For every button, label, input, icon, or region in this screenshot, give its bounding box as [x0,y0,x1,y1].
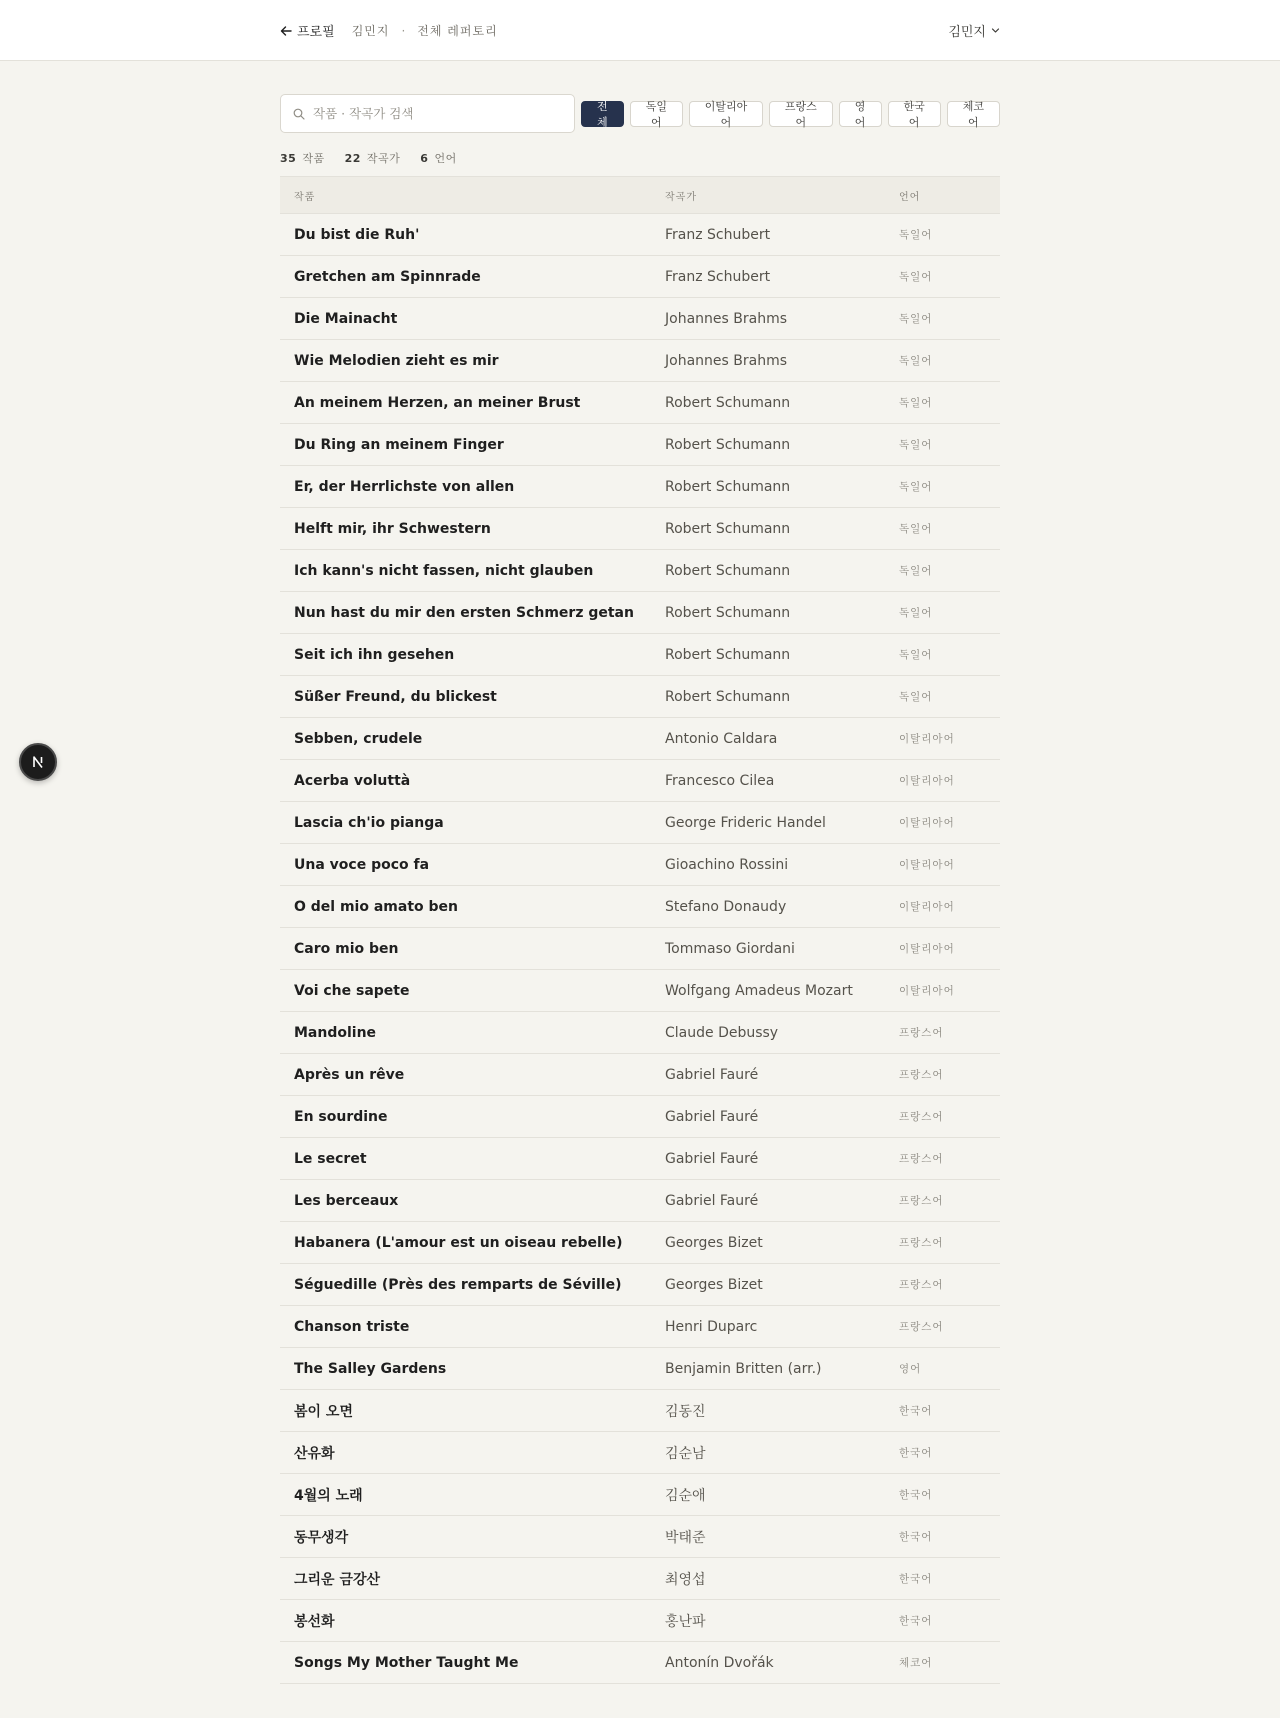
composer-name: Henri Duparc [665,1318,758,1335]
table-row[interactable] [280,1012,1000,1054]
table-row[interactable] [280,298,1000,340]
column-header-language[interactable]: 언어 [899,191,921,203]
composer-name: Robert Schumann [665,688,791,705]
composer-name: Georges Bizet [665,1276,763,1293]
work-title: 4월의 노래 [294,1487,363,1504]
language-label: 프랑스어 [899,1027,944,1039]
work-title: Una voce poco fa [294,856,430,873]
language-label: 이탈리아어 [899,985,955,997]
composer-name: Franz Schubert [665,226,771,243]
work-title: 봉선화 [294,1613,335,1630]
table-header [280,177,1000,214]
table-row[interactable] [280,1264,1000,1306]
top-bar-inner [280,0,1000,61]
table-row[interactable] [280,886,1000,928]
table-row[interactable] [280,550,1000,592]
work-title: Süßer Freund, du blickest [294,688,497,705]
table-row[interactable] [280,1558,1000,1600]
composer-name: Robert Schumann [665,646,791,663]
work-title: An meinem Herzen, an meiner Brust [294,394,581,411]
stat-languages [420,150,456,166]
summary-stats [280,150,1000,166]
language-label: 프랑스어 [899,1153,944,1165]
work-title: 봄이 오면 [294,1403,353,1420]
chevron-down-icon [991,26,1000,35]
language-label: 이탈리아어 [899,775,955,787]
column-header-composer[interactable]: 작곡가 [665,191,697,203]
table-row[interactable] [280,844,1000,886]
language-label: 이탈리아어 [899,817,955,829]
language-label: 한국어 [899,1447,933,1459]
search-icon [293,108,305,120]
work-title: 동무생각 [294,1529,349,1546]
language-label: 영어 [899,1363,922,1375]
work-title: Seit ich ihn gesehen [294,646,455,663]
composer-name: 김동진 [665,1403,706,1420]
language-label: 독일어 [899,229,933,241]
composer-name: Robert Schumann [665,478,791,495]
composer-name: Tommaso Giordani [665,940,795,957]
composer-name: George Frideric Handel [665,814,826,831]
user-menu-label: 김민지 [948,25,986,40]
language-label: 한국어 [899,1489,933,1501]
work-title: Séguedille (Près des remparts de Séville) [294,1276,622,1293]
table-body [280,214,1000,1684]
table-row[interactable] [280,1642,1000,1684]
main-content [280,94,1000,1684]
search-input[interactable] [313,106,563,121]
language-label: 이탈리아어 [899,859,955,871]
language-label: 한국어 [899,1573,933,1585]
composer-name: Robert Schumann [665,436,791,453]
table-row[interactable] [280,1474,1000,1516]
table-row[interactable] [280,1180,1000,1222]
work-title: Nun hast du mir den ersten Schmerz getan [294,604,634,621]
table-row[interactable] [280,1222,1000,1264]
nextjs-logo-icon [29,753,47,771]
table-row[interactable] [280,592,1000,634]
back-to-profile-link[interactable] [280,21,335,40]
work-title: Wie Melodien zieht es mir [294,352,499,369]
table-row[interactable] [280,1516,1000,1558]
nextjs-dev-indicator-button[interactable] [19,743,57,781]
composer-name: Robert Schumann [665,520,791,537]
table-row[interactable] [280,1600,1000,1642]
language-label: 독일어 [899,313,933,325]
composer-name: Francesco Cilea [665,772,775,789]
composer-name: Franz Schubert [665,268,771,285]
composer-name: 홍난파 [665,1613,706,1630]
work-title: Helft mir, ihr Schwestern [294,520,491,537]
table-row[interactable] [280,466,1000,508]
work-title: En sourdine [294,1108,388,1125]
composer-name: Benjamin Britten (arr.) [665,1360,822,1377]
composer-name: Georges Bizet [665,1234,763,1251]
composer-name: Robert Schumann [665,604,791,621]
language-label: 독일어 [899,271,933,283]
table-row[interactable] [280,1054,1000,1096]
composer-name: Johannes Brahms [665,310,787,327]
table-row[interactable] [280,1096,1000,1138]
stat-languages-count: 6 [420,152,429,165]
stat-works-count: 35 [280,152,297,165]
work-title: Du bist die Ruh' [294,226,420,243]
work-title: Er, der Herrlichste von allen [294,478,515,495]
composer-name: Gabriel Fauré [665,1150,759,1167]
table-row[interactable] [280,634,1000,676]
table-row[interactable] [280,970,1000,1012]
work-title: Le secret [294,1150,367,1167]
language-label: 프랑스어 [899,1237,944,1249]
work-title: Du Ring an meinem Finger [294,436,504,453]
work-title: Gretchen am Spinnrade [294,268,481,285]
filter-chip-english[interactable]: 영어 [839,101,882,127]
user-menu-button[interactable] [948,21,1000,40]
back-label: 프로필 [297,25,335,40]
table-row[interactable] [280,802,1000,844]
filter-chip-all[interactable]: 전체 [581,101,624,127]
language-label: 이탈리아어 [899,943,955,955]
stat-composers [345,150,401,166]
filter-chip-czech[interactable]: 체코어 [947,101,1000,127]
composer-name: Antonín Dvořák [665,1654,774,1671]
language-label: 한국어 [899,1405,933,1417]
language-label: 독일어 [899,439,933,451]
table-row[interactable] [280,1348,1000,1390]
work-title: Caro mio ben [294,940,399,957]
work-title: Les berceaux [294,1192,399,1209]
table-row[interactable] [280,928,1000,970]
composer-name: Antonio Caldara [665,730,778,747]
table-row[interactable] [280,760,1000,802]
stat-works [280,150,325,166]
language-label: 독일어 [899,481,933,493]
work-title: Songs My Mother Taught Me [294,1654,519,1671]
language-label: 이탈리아어 [899,733,955,745]
stat-works-label: 작품 [302,152,325,165]
controls-bar [280,94,1000,133]
breadcrumb-user-name: 김민지 [351,24,390,38]
composer-name: Stefano Donaudy [665,898,787,915]
page-title: 전체 레퍼토리 [417,24,498,38]
language-label: 프랑스어 [899,1195,944,1207]
table-row[interactable] [280,1432,1000,1474]
composer-name: Claude Debussy [665,1024,779,1041]
language-label: 독일어 [899,523,933,535]
stat-languages-label: 언어 [434,152,457,165]
language-label: 프랑스어 [899,1321,944,1333]
language-label: 독일어 [899,649,933,661]
composer-name: Gioachino Rossini [665,856,789,873]
language-filters [575,101,1000,127]
work-title: Chanson triste [294,1318,410,1335]
composer-name: Robert Schumann [665,394,791,411]
composer-name: Gabriel Fauré [665,1192,759,1209]
table-row[interactable] [280,424,1000,466]
language-label: 프랑스어 [899,1111,944,1123]
table-row[interactable] [280,256,1000,298]
work-title: 그리운 금강산 [294,1571,381,1588]
table-row[interactable] [280,508,1000,550]
table-row[interactable] [280,1390,1000,1432]
filter-chip-italian[interactable]: 이탈리아어 [689,101,763,127]
work-title: Ich kann's nicht fassen, nicht glauben [294,562,594,579]
composer-name: Robert Schumann [665,562,791,579]
table-row[interactable] [280,676,1000,718]
work-title: Sebben, crudele [294,730,423,747]
language-label: 프랑스어 [899,1279,944,1291]
table-row[interactable] [280,1306,1000,1348]
repertoire-table [280,176,1000,1684]
language-label: 프랑스어 [899,1069,944,1081]
filter-chip-french[interactable]: 프랑스어 [769,101,833,127]
breadcrumb-separator: · [401,23,406,38]
language-label: 한국어 [899,1531,933,1543]
table-row[interactable] [280,718,1000,760]
composer-name: Wolfgang Amadeus Mozart [665,982,853,999]
table-row[interactable] [280,1138,1000,1180]
breadcrumb [280,21,498,40]
work-title: The Salley Gardens [294,1360,447,1377]
table-row[interactable] [280,340,1000,382]
composer-name: Johannes Brahms [665,352,787,369]
work-title: 산유화 [294,1445,335,1462]
work-title: Die Mainacht [294,310,398,327]
filter-chip-korean[interactable]: 한국어 [888,101,941,127]
stat-composers-label: 작곡가 [366,152,401,165]
column-header-work[interactable]: 작품 [294,191,316,203]
work-title: Habanera (L'amour est un oiseau rebelle) [294,1234,623,1251]
stat-composers-count: 22 [344,152,361,165]
table-row[interactable] [280,382,1000,424]
work-title: Voi che sapete [294,982,410,999]
work-title: Mandoline [294,1024,377,1041]
language-label: 한국어 [899,1615,933,1627]
work-title: Lascia ch'io pianga [294,814,444,831]
composer-name: 김순남 [665,1445,706,1462]
table-row[interactable] [280,214,1000,256]
arrow-left-icon [280,25,292,37]
composer-name: 박태준 [665,1529,706,1546]
language-label: 체코어 [899,1657,933,1669]
composer-name: 김순애 [665,1487,706,1504]
composer-name: 최영섭 [665,1571,706,1588]
language-label: 독일어 [899,691,933,703]
composer-name: Gabriel Fauré [665,1066,759,1083]
work-title: Acerba voluttà [294,772,411,789]
work-title: Après un rêve [294,1066,405,1083]
language-label: 독일어 [899,355,933,367]
language-label: 독일어 [899,565,933,577]
top-bar [0,0,1280,61]
language-label: 이탈리아어 [899,901,955,913]
search-box[interactable] [280,94,575,133]
composer-name: Gabriel Fauré [665,1108,759,1125]
work-title: O del mio amato ben [294,898,458,915]
language-label: 독일어 [899,607,933,619]
language-label: 독일어 [899,397,933,409]
filter-chip-german[interactable]: 독일어 [630,101,683,127]
